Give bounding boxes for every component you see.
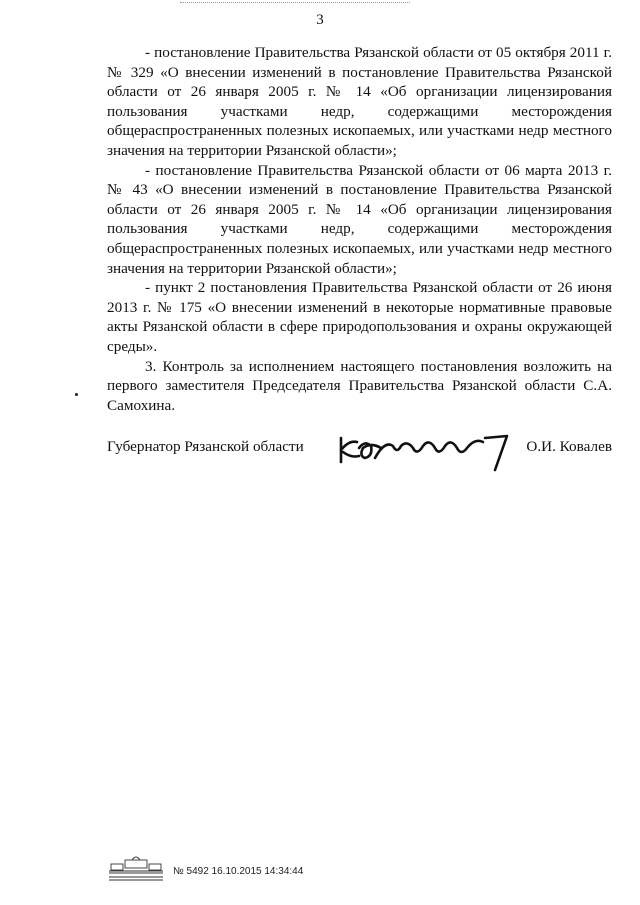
page-number: 3 [316,12,324,28]
scan-artifact [180,2,410,5]
document-body [107,43,612,415]
document-stamp [173,866,303,877]
signature-image [335,428,520,476]
doc-timestamp: 16.10.2015 14:34:44 [211,866,304,877]
doc-number-symbol: № [173,866,184,877]
margin-mark [75,393,78,396]
signatory-title: Губернатор Рязанской области [107,438,304,455]
paragraph-item-3: - пункт 2 постановления Правительства Рязанской области от 26 июня 2013 г. № 175 «О внесении изменений в некоторые нормативные правовые акты Рязанской области в сфере природопользования и охраны окружающей среды». [107,279,612,355]
signature-block [107,428,612,478]
paragraph-control: 3. Контроль за исполнением настоящего постановления возложить на первого заместителя Председателя Правительства Рязанской области С.А. Самохина. [107,357,612,414]
signatory-name: О.И. Ковалев [526,438,612,455]
footer [107,852,507,882]
printer-logo-icon [107,852,165,882]
paragraph-item-1: - постановление Правительства Рязанской области от 05 октября 2011 г. № 329 «О внесении изменений в постановление Правительства Рязанской области от 26 января 2005 г. № 14 «Об организации лицензирования пользования участками недр, содержащими месторождения общераспространенных полезных ископаемых, или участками недр местного значения на территории Рязанской области»; [107,44,612,159]
paragraph-item-2: - постановление Правительства Рязанской области от 06 марта 2013 г. № 43 «О внесении изменений в постановление Правительства Рязанской области от 26 января 2005 г. № 14 «Об организации лицензирования пользования участками недр, содержащими месторождения общераспространенных полезных ископаемых, или участками недр местного значения на территории Рязанской области»; [107,161,612,277]
doc-number: 5492 [186,866,209,877]
